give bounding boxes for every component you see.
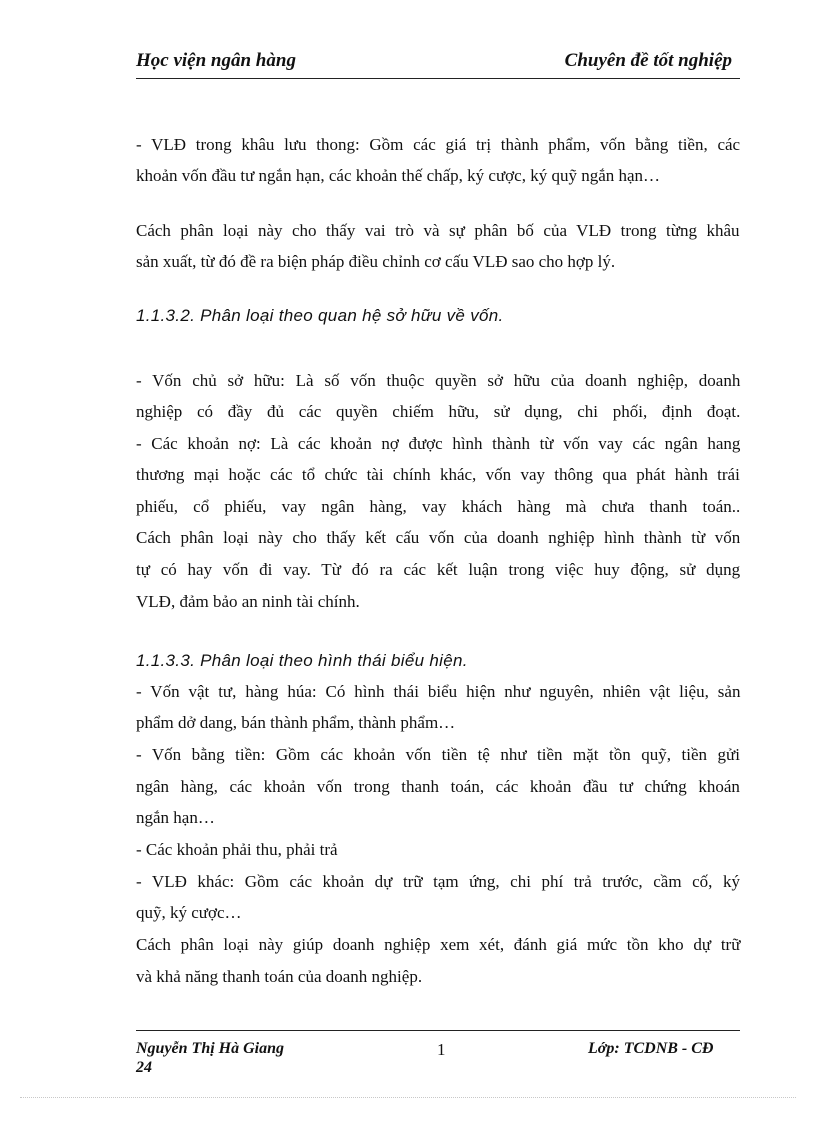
header-institution: Học viện ngân hàng: [136, 50, 296, 71]
text-line: VLĐ, đảm bảo an ninh tài chính.: [136, 592, 360, 611]
text-line: khoản vốn đầu tư ngắn hạn, các khoản thế chấp, ký cược, ký quỹ ngắn hạn…: [136, 166, 661, 185]
text-line: ngân hàng, các khoản vốn trong thanh toán, các khoản đầu tư chứng khoán: [136, 777, 740, 796]
text-line: thương mại hoặc các tổ chức tài chính khác, vốn vay thông qua phát hành trái: [136, 465, 740, 484]
page-header: [136, 48, 740, 79]
text-line: phẩm dở dang, bán thành phẩm, thành phẩm…: [136, 713, 456, 732]
text-line: - VLĐ khác: Gồm các khoản dự trữ tạm ứng, chi phí trả trước, cầm cố, ký: [136, 872, 740, 891]
footer-author-number: 24: [136, 1059, 152, 1076]
header-document-type: Chuyên đề tốt nghiệp: [564, 50, 732, 71]
text-line: Cách phân loại này cho thấy vai trò và sự phân bố của VLĐ trong từng khâu: [136, 221, 740, 240]
section-heading-1-1-3-3: 1.1.3.3. Phân loại theo hình thái biểu hiện.: [136, 651, 468, 670]
text-line: tự có hay vốn đi vay. Từ đó ra các kết luận trong việc huy động, sử dụng: [136, 560, 741, 579]
text-line: - Các khoản phải thu, phải trả: [136, 840, 338, 859]
text-line: quỹ, ký cược…: [136, 903, 242, 922]
text-line: - VLĐ trong khâu lưu thong: Gồm các giá trị thành phẩm, vốn bằng tiền, các: [136, 135, 741, 154]
text-line: và khả năng thanh toán của doanh nghiệp.: [136, 967, 423, 986]
text-line: nghiệp có đầy đủ các quyền chiếm hữu, sử dụng, chi phối, định đoạt.: [136, 402, 741, 421]
text-line: ngắn hạn…: [136, 808, 215, 827]
text-line: Cách phân loại này cho thấy kết cấu vốn của doanh nghiệp hình thành từ vốn: [136, 528, 741, 547]
text-line: - Vốn chủ sở hữu: Là số vốn thuộc quyền sở hữu của doanh nghiệp, doanh: [136, 371, 741, 390]
text-line: Cách phân loại này giúp doanh nghiệp xem xét, đánh giá mức tồn kho dự trữ: [136, 935, 741, 954]
footer-author: Nguyễn Thị Hà Giang: [136, 1040, 285, 1057]
footer-class: Lớp: TCDNB - CĐ: [588, 1040, 714, 1057]
page-bottom-dotted-border: [20, 1097, 796, 1098]
text-line: - Vốn bằng tiền: Gồm các khoản vốn tiền tệ như tiền mặt tồn quỹ, tiền gửi: [136, 745, 740, 764]
footer-divider: [136, 1030, 740, 1031]
text-line: phiếu, cổ phiếu, vay ngân hàng, vay khách hàng mà chưa thanh toán..: [136, 497, 741, 516]
section-heading-1-1-3-2: 1.1.3.2. Phân loại theo quan hệ sở hữu về vốn.: [136, 306, 504, 325]
page-number: 1: [437, 1040, 446, 1059]
text-line: - Vốn vật tư, hàng húa: Có hình thái biểu hiện như nguyên, nhiên vật liệu, sản: [136, 682, 741, 701]
text-line: - Các khoản nợ: Là các khoản nợ được hình thành từ vốn vay các ngân hang: [136, 434, 741, 453]
text-line: sản xuất, từ đó đề ra biện pháp điều chỉnh cơ cấu VLĐ sao cho hợp lý.: [136, 252, 616, 271]
